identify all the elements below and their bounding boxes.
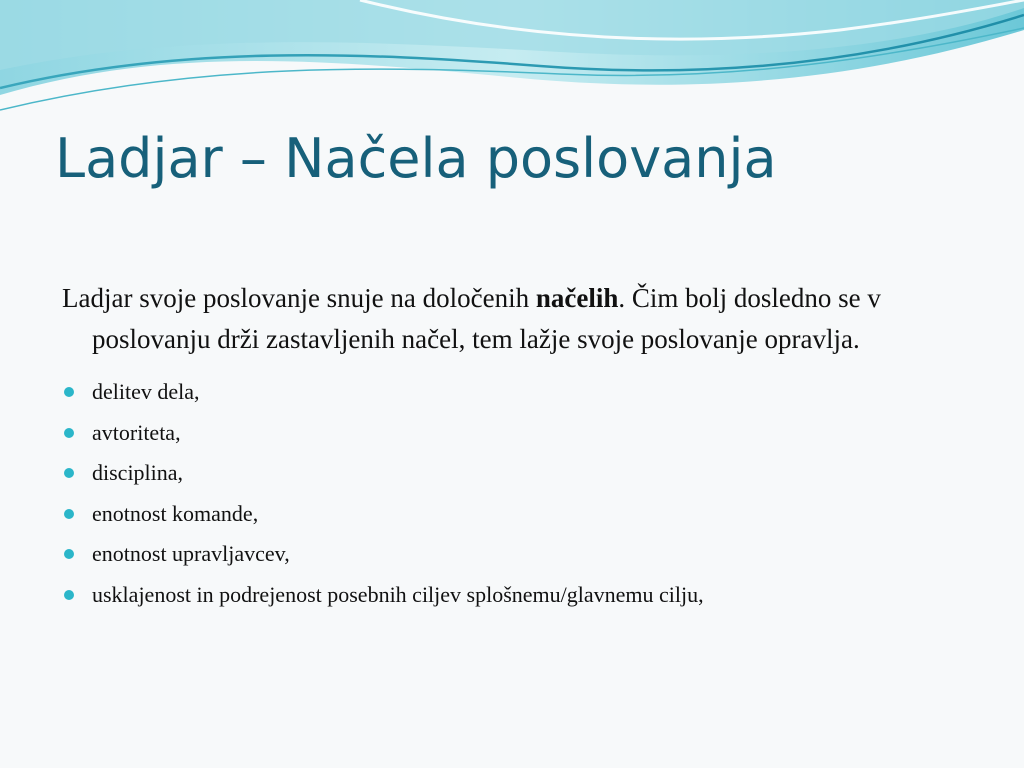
list-item (62, 372, 972, 413)
bullet-icon (64, 428, 74, 438)
bullet-icon (64, 509, 74, 519)
list-item-text: disciplina, (92, 460, 184, 485)
intro-text-before: Ladjar svoje poslovanje snuje na določenih (62, 283, 536, 313)
slide-title: Ladjar – Načela poslovanja (55, 127, 777, 190)
principles-list (62, 372, 972, 615)
bullet-icon (64, 468, 74, 478)
intro-bold-word: načelih (535, 283, 619, 313)
intro-text-after: . Čim bolj dosledno se v poslovanju drži zastavljenih načel, tem lažje svoje poslovanje opravlja. (92, 283, 881, 354)
header-wave-decoration (0, 0, 1024, 130)
intro-paragraph (62, 278, 972, 360)
list-item (62, 413, 972, 454)
bullet-icon (64, 590, 74, 600)
list-item-text: enotnost komande, (92, 500, 259, 526)
bullet-icon (64, 549, 74, 559)
slide-body (62, 278, 972, 615)
list-item (62, 575, 972, 616)
list-item-text: delitev dela, (92, 379, 200, 404)
bullet-icon (64, 387, 74, 397)
list-item (62, 534, 972, 575)
list-item (62, 453, 972, 494)
list-item (62, 494, 972, 535)
list-item-text: avtoriteta, (92, 419, 181, 445)
list-item-text: enotnost upravljavcev, (92, 541, 290, 566)
list-item-text: usklajenost in podrejenost posebnih ciljev splošnemu/glavnemu cilju, (92, 581, 704, 607)
